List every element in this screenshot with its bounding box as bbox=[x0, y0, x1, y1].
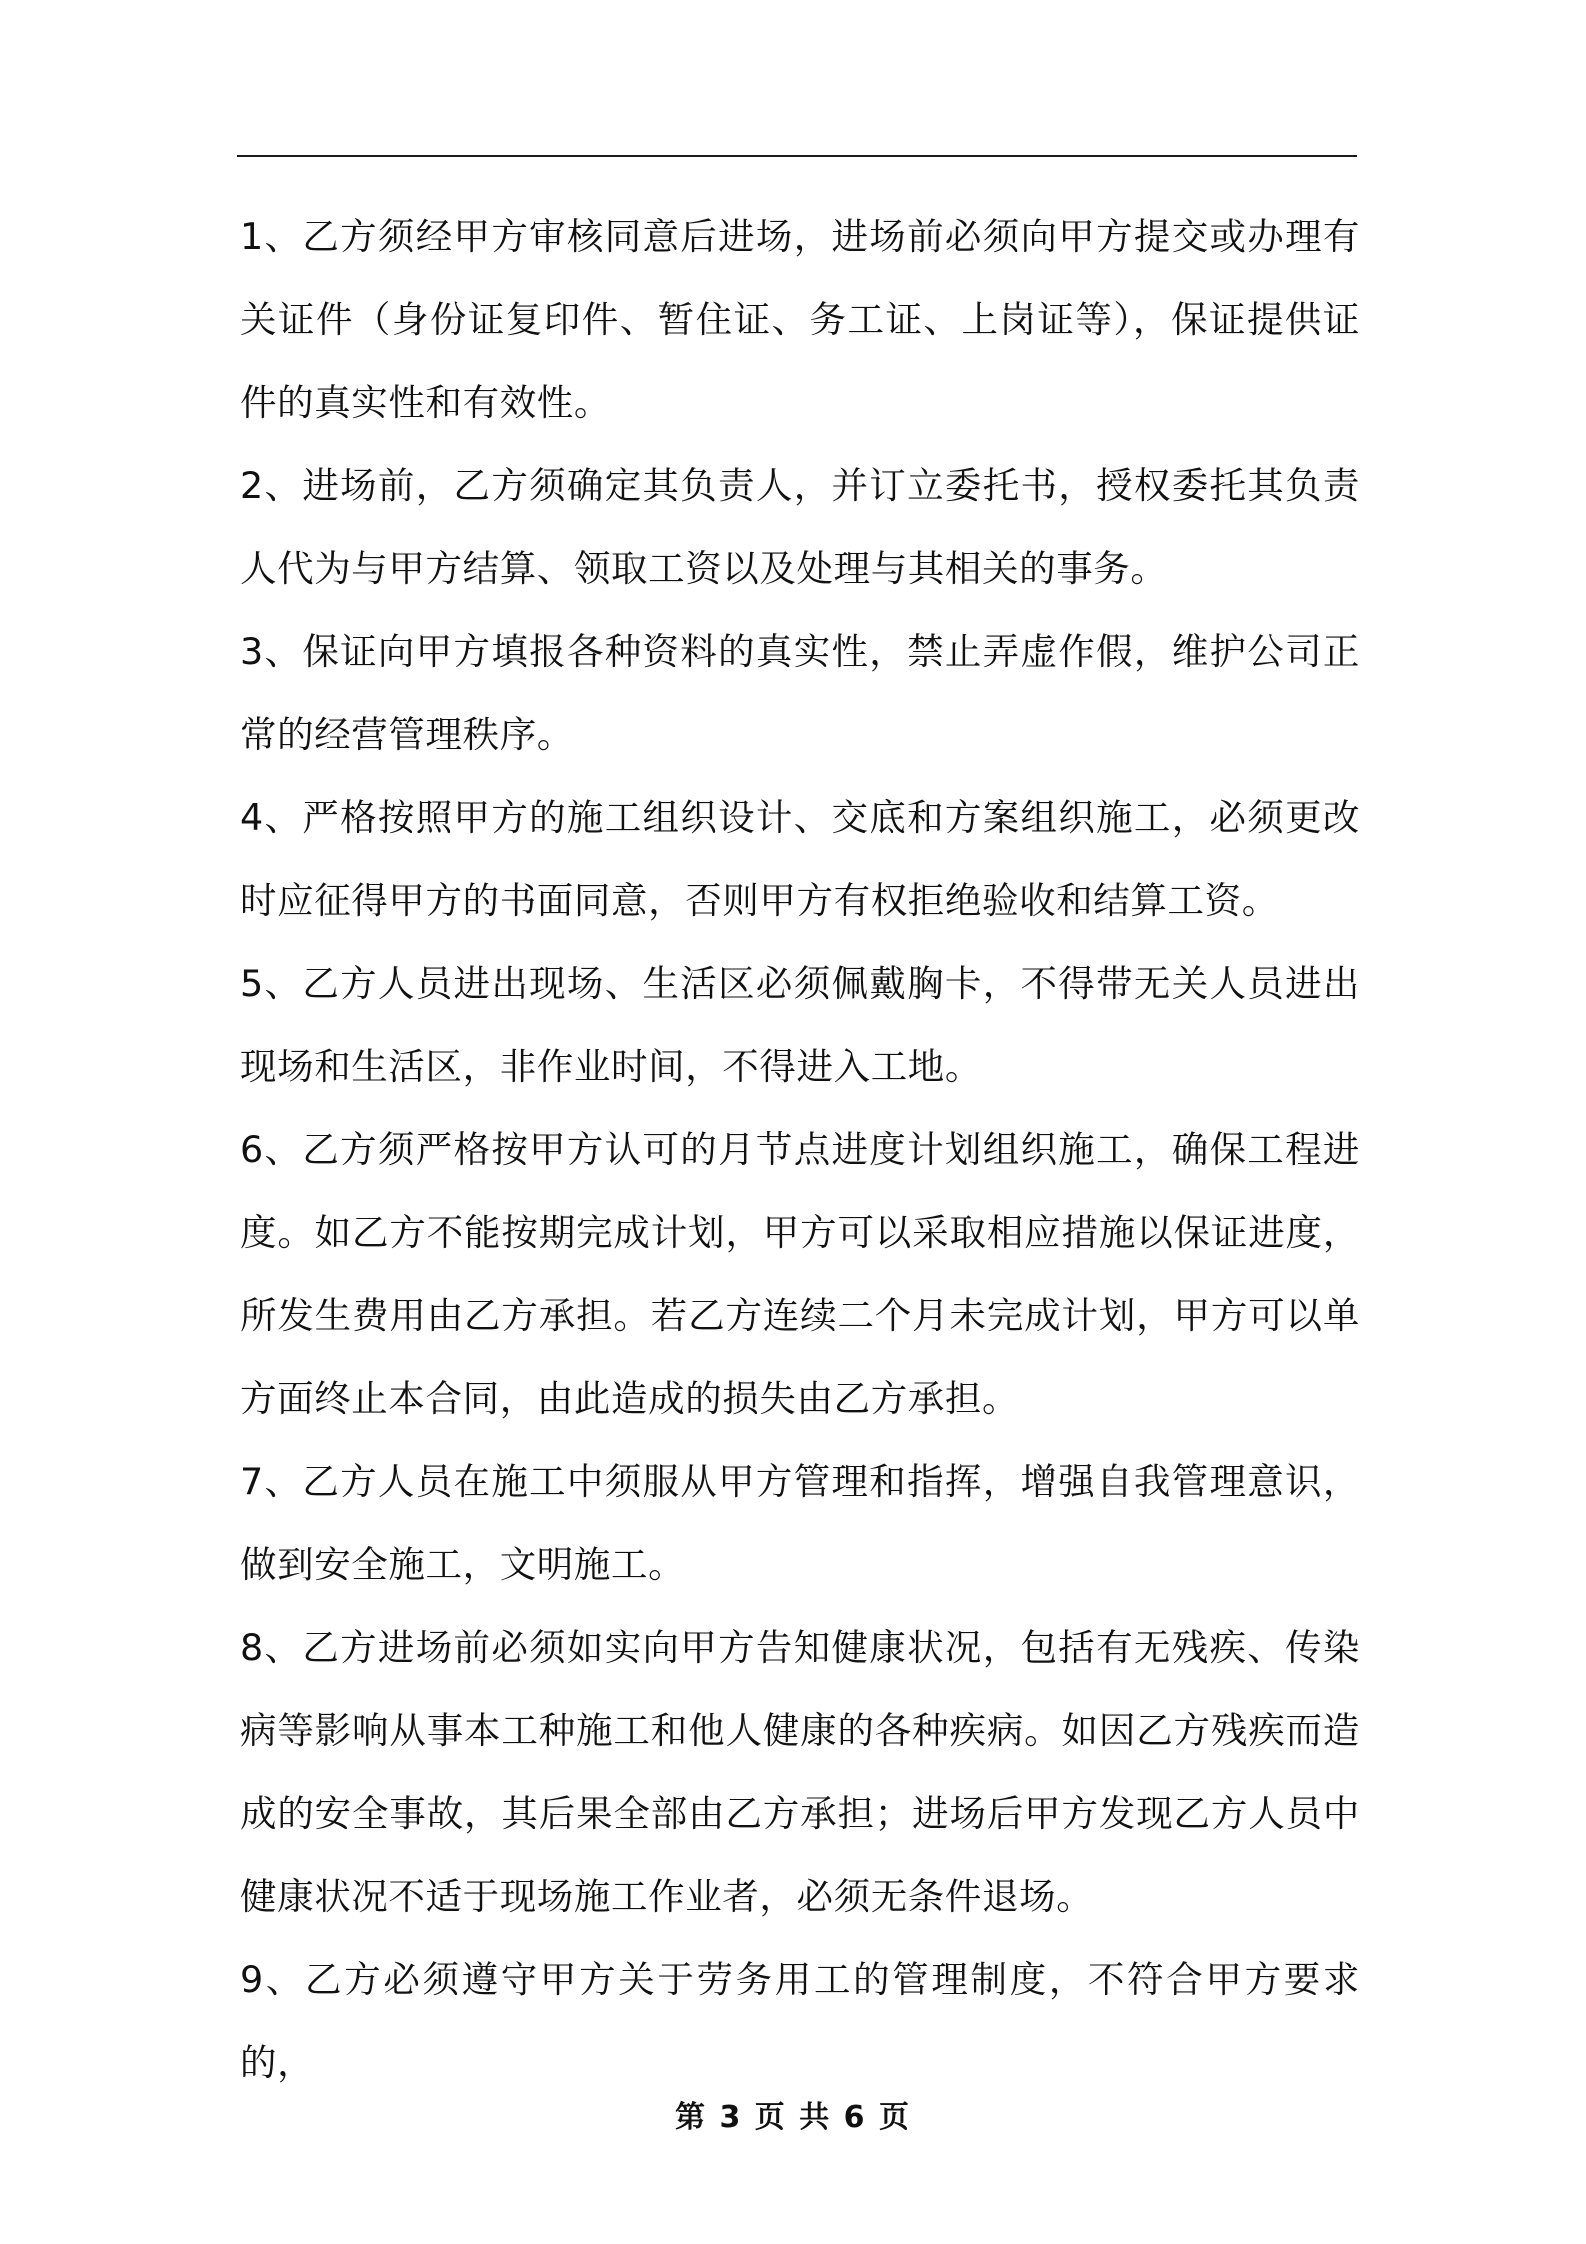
clause-3: 3、保证向甲方填报各种资料的真实性，禁止弄虚作假，维护公司正常的经营管理秩序。 bbox=[240, 630, 1360, 756]
clause-9: 9、乙方必须遵守甲方关于劳务用工的管理制度，不符合甲方要求的， bbox=[240, 1958, 1360, 2084]
clause-7: 7、乙方人员在施工中须服从甲方管理和指挥，增强自我管理意识，做到安全施工，文明施工。 bbox=[240, 1460, 1360, 1586]
contract-clauses bbox=[240, 195, 1360, 2104]
header-rule bbox=[237, 155, 1357, 157]
clause-6: 6、乙方须严格按甲方认可的月节点进度计划组织施工，确保工程进度。如乙方不能按期完成计划，甲方可以采取相应措施以保证进度，所发生费用由乙方承担。若乙方连续二个月未完成计划，甲方可以单方面终止本合同，由此造成的损失由乙方承担。 bbox=[240, 1128, 1360, 1420]
clause-1: 1、乙方须经甲方审核同意后进场，进场前必须向甲方提交或办理有关证件（身份证复印件、暂住证、务工证、上岗证等），保证提供证件的真实性和有效性。 bbox=[240, 215, 1360, 424]
clause-5: 5、乙方人员进出现场、生活区必须佩戴胸卡，不得带无关人员进出现场和生活区，非作业时间，不得进入工地。 bbox=[240, 962, 1360, 1088]
clause-8: 8、乙方进场前必须如实向甲方告知健康状况，包括有无残疾、传染病等影响从事本工种施工和他人健康的各种疾病。如因乙方残疾而造成的安全事故，其后果全部由乙方承担；进场后甲方发现乙方人员中健康状况不适于现场施工作业者，必须无条件退场。 bbox=[240, 1626, 1360, 1918]
page-number: 第 3 页 共 6 页 bbox=[675, 2100, 911, 2135]
clause-2: 2、进场前，乙方须确定其负责人，并订立委托书，授权委托其负责人代为与甲方结算、领取工资以及处理与其相关的事务。 bbox=[240, 464, 1360, 590]
clause-4: 4、严格按照甲方的施工组织设计、交底和方案组织施工，必须更改时应征得甲方的书面同意，否则甲方有权拒绝验收和结算工资。 bbox=[240, 796, 1360, 922]
